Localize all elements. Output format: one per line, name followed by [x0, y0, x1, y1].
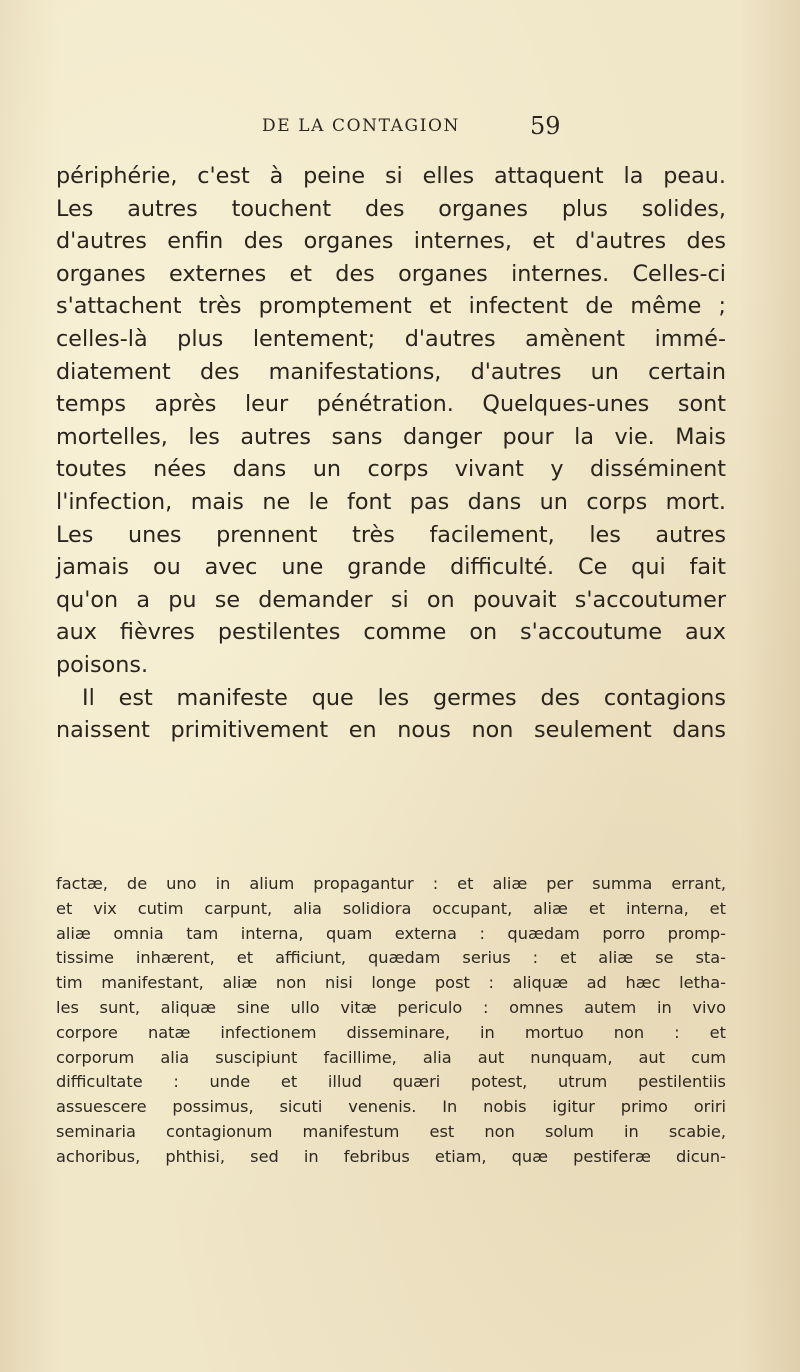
- french-line: aux fièvres pestilentes comme on s'accoutume aux: [56, 619, 726, 646]
- french-line: jamais ou avec une grande difficulté. Ce qui fait: [56, 554, 726, 581]
- latin-line: achoribus, phthisi, sed in febribus etiam, quæ pestiferæ dicun-: [56, 1146, 726, 1166]
- french-line: naissent primitivement en nous non seulement dans: [56, 717, 726, 744]
- latin-line: difficultate : unde et illud quæri potest, utrum pestilentiis: [56, 1072, 726, 1092]
- latin-line: les sunt, aliquæ sine ullo vitæ periculo : omnes autem in vivo: [56, 997, 726, 1017]
- french-line: celles-là plus lentement; d'autres amènent immé-: [56, 325, 726, 352]
- latin-line: tissime inhærent, et afficiunt, quædam serius : et aliæ se sta-: [56, 948, 726, 968]
- french-line: toutes nées dans un corps vivant y disséminent: [56, 456, 726, 483]
- latin-line: seminaria contagionum manifestum est non solum in scabie,: [56, 1121, 726, 1141]
- french-line: poisons.: [56, 651, 149, 678]
- french-line: qu'on a pu se demander si on pouvait s'accoutumer: [56, 586, 726, 613]
- latin-line: assuescere possimus, sicuti venenis. In nobis igitur primo oriri: [56, 1097, 726, 1117]
- french-line: l'infection, mais ne le font pas dans un corps mort.: [56, 488, 726, 515]
- latin-line: et vix cutim carpunt, alia solidiora occupant, aliæ et interna, et: [56, 898, 726, 918]
- french-line: Les autres touchent des organes plus solides,: [56, 195, 726, 222]
- latin-line: corpore natæ infectionem disseminare, in mortuo non : et: [56, 1022, 726, 1042]
- latin-original-footnote: [56, 872, 726, 1170]
- latin-line: corporum alia suscipiunt facillime, alia aut nunquam, aut cum: [56, 1047, 726, 1067]
- page-number: 59: [530, 112, 561, 140]
- french-line: diatement des manifestations, d'autres un certain: [56, 358, 726, 385]
- running-title: DE LA CONTAGION: [262, 116, 461, 136]
- french-line: d'autres enfin des organes internes, et d'autres des: [56, 228, 726, 255]
- french-line: organes externes et des organes internes. Celles-ci: [56, 260, 726, 287]
- french-line: périphérie, c'est à peine si elles attaquent la peau.: [56, 163, 726, 189]
- french-line: mortelles, les autres sans danger pour la vie. Mais: [56, 423, 726, 450]
- french-line: Les unes prennent très facilement, les autres: [56, 521, 726, 548]
- latin-line: tim manifestant, aliæ non nisi longe post : aliquæ ad hæc letha-: [56, 973, 726, 993]
- latin-line: aliæ omnia tam interna, quam externa : quædam porro promp-: [56, 923, 726, 943]
- french-line: Il est manifeste que les germes des contagions: [82, 684, 726, 711]
- french-line: temps après leur pénétration. Quelques-unes sont: [56, 391, 726, 418]
- latin-line: factæ, de uno in alium propagantur : et aliæ per summa errant,: [56, 874, 726, 893]
- running-head: [230, 112, 790, 142]
- french-translation-paragraphs: [56, 160, 726, 747]
- french-line: s'attachent très promptement et infectent de même ;: [56, 293, 726, 320]
